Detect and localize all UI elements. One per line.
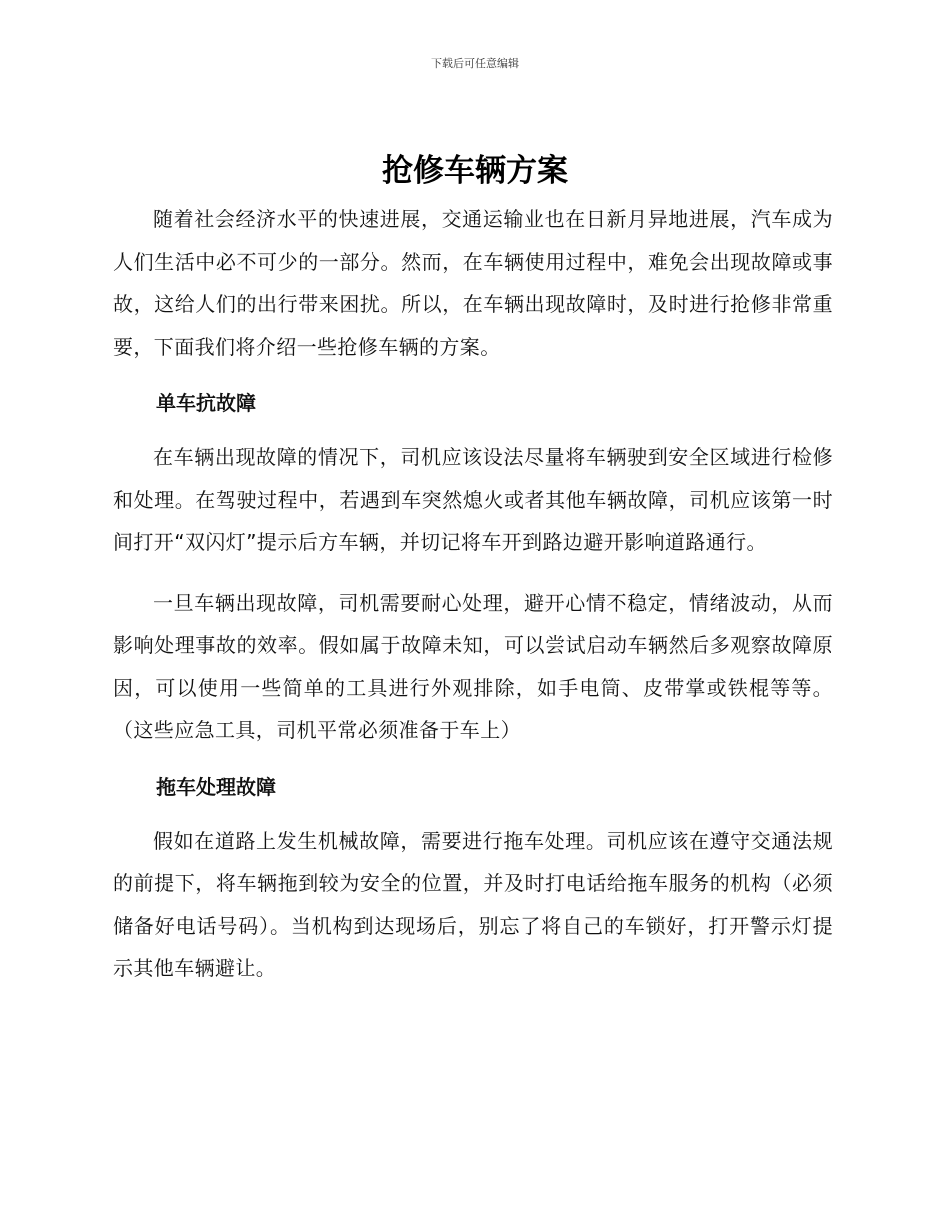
section-heading-single: 单车抗故障 bbox=[156, 391, 256, 415]
intro-paragraph: 随着社会经济水平的快速进展，交通运输业也在日新月异地进展，汽车成为人们生活中必不可少的一部分。然而，在车辆使用过程中，难免会出现故障或事故，这给人们的出行带来困扰。所以，在车辆出现故障时，及时进行抢修非常重要，下面我们将介绍一些抢修车辆的方案。 bbox=[113, 207, 833, 359]
header-note: 下载后可任意编辑 bbox=[431, 57, 519, 70]
document-title: 抢修车辆方案 bbox=[382, 153, 568, 189]
section-heading-tow: 拖车处理故障 bbox=[156, 774, 276, 799]
single-paragraph-1: 在车辆出现故障的情况下，司机应该设法尽量将车辆驶到安全区域进行检修和处理。在驾驶过程中，若遇到车突然熄火或者其他车辆故障，司机应该第一时间打开“双闪灯”提示后方车辆，并切记将车开到路边避开影响道路通行。 bbox=[113, 445, 833, 554]
single-paragraph-2: 一旦车辆出现故障，司机需要耐心处理，避开心情不稳定，情绪波动，从而影响处理事故的效率。假如属于故障未知，可以尝试启动车辆然后多观察故障原因，可以使用一些简单的工具进行外观排除，如手电筒、皮带掌或铁棍等等。（这些应急工具，司机平常必须准备于车上） bbox=[113, 590, 833, 742]
document-body bbox=[113, 198, 833, 990]
tow-paragraph-1: 假如在道路上发生机械故障，需要进行拖车处理。司机应该在遵守交通法规的前提下，将车辆拖到较为安全的位置，并及时打电话给拖车服务的机构（必须储备好电话号码）。当机构到达现场后，别忘了将自己的车锁好，打开警示灯提示其他车辆避让。 bbox=[113, 828, 833, 980]
